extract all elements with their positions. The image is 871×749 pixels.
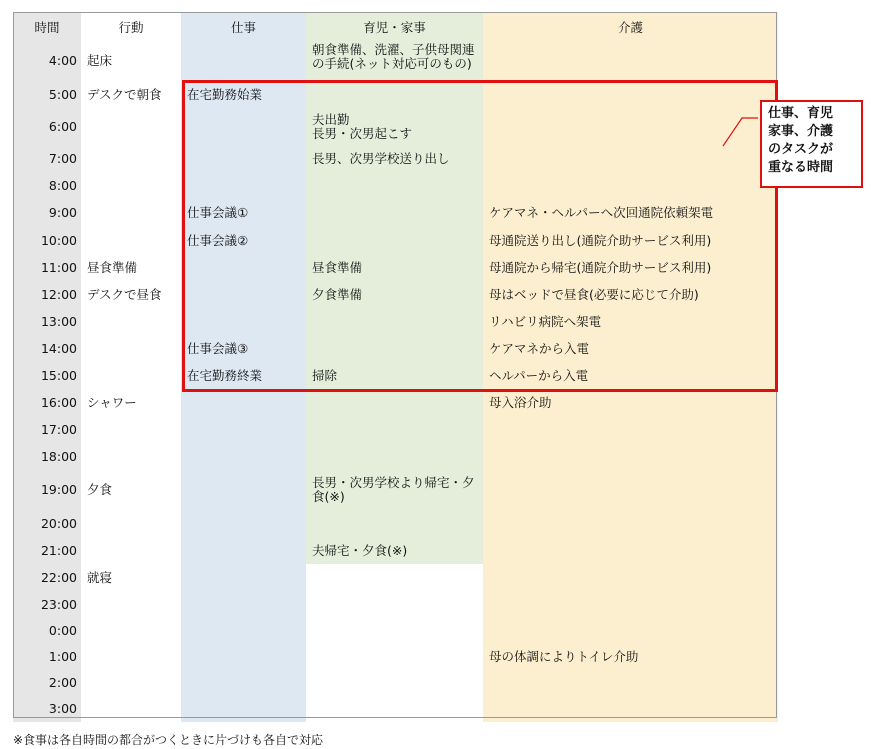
- care-cell: [483, 173, 778, 199]
- home-cell: 夫帰宅・夕食(※): [306, 537, 483, 564]
- work-cell: [181, 510, 306, 537]
- header-action: 行動: [81, 12, 181, 41]
- schedule-sheet: [13, 12, 778, 722]
- action-cell: [81, 443, 181, 470]
- care-cell: [483, 443, 778, 470]
- work-cell: [181, 308, 306, 335]
- table-row: [13, 335, 778, 362]
- action-cell: [81, 362, 181, 389]
- time-cell: 11:00: [13, 254, 81, 281]
- time-cell: 15:00: [13, 362, 81, 389]
- care-cell: [483, 81, 778, 109]
- home-cell: 夫出勤 長男・次男起こす: [306, 109, 483, 145]
- home-cell: [306, 308, 483, 335]
- home-cell: [306, 696, 483, 722]
- care-cell: [483, 470, 778, 510]
- action-cell: [81, 510, 181, 537]
- schedule-table: [13, 12, 778, 722]
- table-row: [13, 591, 778, 618]
- care-cell: [483, 696, 778, 722]
- home-cell: [306, 173, 483, 199]
- work-cell: 仕事会議②: [181, 227, 306, 254]
- callout-line-3: のタスクが: [768, 142, 834, 157]
- table-row: [13, 199, 778, 227]
- home-cell: [306, 591, 483, 618]
- table-row: [13, 227, 778, 254]
- header-home: 育児・家事: [306, 12, 483, 41]
- table-row: [13, 644, 778, 670]
- action-cell: デスクで昼食: [81, 281, 181, 308]
- callout-line-2: 家事、介護: [768, 124, 834, 139]
- action-cell: [81, 644, 181, 670]
- time-cell: 23:00: [13, 591, 81, 618]
- time-cell: 14:00: [13, 335, 81, 362]
- time-cell: 21:00: [13, 537, 81, 564]
- care-cell: [483, 145, 778, 173]
- home-cell: [306, 41, 483, 81]
- time-cell: 6:00: [13, 109, 81, 145]
- care-cell: [483, 41, 778, 81]
- table-row: [13, 81, 778, 109]
- care-cell: ケアマネから入電: [483, 335, 778, 362]
- time-cell: 13:00: [13, 308, 81, 335]
- action-cell: [81, 109, 181, 145]
- table-row: [13, 41, 778, 81]
- work-cell: [181, 564, 306, 591]
- work-cell: [181, 618, 306, 644]
- home-cell: [306, 670, 483, 696]
- schedule-rows: [13, 41, 778, 722]
- table-row: [13, 308, 778, 335]
- action-cell: デスクで朝食: [81, 81, 181, 109]
- table-row: [13, 173, 778, 199]
- table-row: [13, 696, 778, 722]
- action-cell: [81, 199, 181, 227]
- time-cell: 8:00: [13, 173, 81, 199]
- care-cell: 母通院から帰宅(通院介助サービス利用): [483, 254, 778, 281]
- action-cell: [81, 537, 181, 564]
- table-row: [13, 109, 778, 145]
- work-cell: [181, 670, 306, 696]
- time-cell: 19:00: [13, 470, 81, 510]
- work-cell: [181, 696, 306, 722]
- table-row: [13, 470, 778, 510]
- time-cell: 3:00: [13, 696, 81, 722]
- header-row: [13, 12, 778, 41]
- care-cell: 母通院送り出し(通院介助サービス利用): [483, 227, 778, 254]
- home-cell: [306, 81, 483, 109]
- action-cell: [81, 308, 181, 335]
- work-cell: 在宅勤務始業: [181, 81, 306, 109]
- table-row: [13, 416, 778, 443]
- work-cell: [181, 416, 306, 443]
- home-cell: [306, 644, 483, 670]
- work-cell: [181, 537, 306, 564]
- time-cell: 7:00: [13, 145, 81, 173]
- home-cell: [306, 510, 483, 537]
- work-cell: [181, 254, 306, 281]
- table-row: [13, 618, 778, 644]
- work-cell: [181, 173, 306, 199]
- action-cell: 夕食: [81, 470, 181, 510]
- table-row: [13, 281, 778, 308]
- action-cell: [81, 591, 181, 618]
- work-cell: 仕事会議③: [181, 335, 306, 362]
- action-cell: 昼食準備: [81, 254, 181, 281]
- care-cell: [483, 564, 778, 591]
- home-cell: [306, 227, 483, 254]
- action-cell: [81, 416, 181, 443]
- action-cell: [81, 145, 181, 173]
- callout-line-4: 重なる時間: [768, 160, 834, 175]
- action-cell: 就寝: [81, 564, 181, 591]
- care-cell: ケアマネ・ヘルパーへ次回通院依頼架電: [483, 199, 778, 227]
- home-cell: [306, 389, 483, 416]
- work-cell: [181, 470, 306, 510]
- table-row: [13, 510, 778, 537]
- action-cell: 起床: [81, 41, 181, 81]
- table-row: [13, 145, 778, 173]
- table-row: [13, 537, 778, 564]
- home-cell: 長男、次男学校送り出し: [306, 145, 483, 173]
- work-cell: [181, 644, 306, 670]
- care-cell: 母はベッドで昼食(必要に応じて介助): [483, 281, 778, 308]
- action-cell: [81, 670, 181, 696]
- time-cell: 9:00: [13, 199, 81, 227]
- action-cell: [81, 618, 181, 644]
- care-cell: [483, 510, 778, 537]
- time-cell: 12:00: [13, 281, 81, 308]
- work-cell: [181, 389, 306, 416]
- work-cell: 在宅勤務終業: [181, 362, 306, 389]
- work-cell: [181, 145, 306, 173]
- home-cell-text: 朝食準備、洗濯、子供母関連の手続(ネット対応可のもの): [312, 43, 475, 71]
- home-cell: [306, 564, 483, 591]
- home-cell: 夕食準備: [306, 281, 483, 308]
- time-cell: 16:00: [13, 389, 81, 416]
- time-cell: 5:00: [13, 81, 81, 109]
- care-cell: [483, 109, 778, 145]
- care-cell: [483, 537, 778, 564]
- action-cell: [81, 227, 181, 254]
- care-cell: 母の体調によりトイレ介助: [483, 644, 778, 670]
- home-cell: [306, 335, 483, 362]
- work-cell: [181, 109, 306, 145]
- time-cell: 1:00: [13, 644, 81, 670]
- action-cell: [81, 335, 181, 362]
- time-cell: 22:00: [13, 564, 81, 591]
- table-row: [13, 362, 778, 389]
- header-work: 仕事: [181, 12, 306, 41]
- table-row: [13, 389, 778, 416]
- work-cell: [181, 41, 306, 81]
- work-cell: [181, 591, 306, 618]
- table-row: [13, 670, 778, 696]
- header-time: 時間: [13, 12, 81, 41]
- table-row: [13, 254, 778, 281]
- care-cell: [483, 618, 778, 644]
- time-cell: 0:00: [13, 618, 81, 644]
- callout-line-1: 仕事、育児: [768, 106, 834, 121]
- care-cell: リハビリ病院へ架電: [483, 308, 778, 335]
- work-cell: 仕事会議①: [181, 199, 306, 227]
- work-cell: [181, 443, 306, 470]
- time-cell: 10:00: [13, 227, 81, 254]
- home-cell: 昼食準備: [306, 254, 483, 281]
- work-cell: [181, 281, 306, 308]
- care-cell: [483, 416, 778, 443]
- home-cell: 長男・次男学校より帰宅・夕食(※): [306, 470, 483, 510]
- time-cell: 17:00: [13, 416, 81, 443]
- time-cell: 18:00: [13, 443, 81, 470]
- care-cell: ヘルパーから入電: [483, 362, 778, 389]
- table-row: [13, 443, 778, 470]
- home-cell: [306, 416, 483, 443]
- time-cell: 2:00: [13, 670, 81, 696]
- footnote: ※食事は各自時間の都合がつくときに片づけも各自で対応: [13, 733, 324, 747]
- header-care: 介護: [483, 12, 778, 41]
- care-cell: 母入浴介助: [483, 389, 778, 416]
- action-cell: [81, 696, 181, 722]
- home-cell: 掃除: [306, 362, 483, 389]
- overlap-callout: [760, 100, 863, 188]
- home-cell: [306, 618, 483, 644]
- home-cell: [306, 443, 483, 470]
- action-cell: [81, 173, 181, 199]
- table-row: [13, 564, 778, 591]
- action-cell: シャワー: [81, 389, 181, 416]
- care-cell: [483, 591, 778, 618]
- time-cell: 20:00: [13, 510, 81, 537]
- time-cell: 4:00: [13, 41, 81, 81]
- home-cell: [306, 199, 483, 227]
- care-cell: [483, 670, 778, 696]
